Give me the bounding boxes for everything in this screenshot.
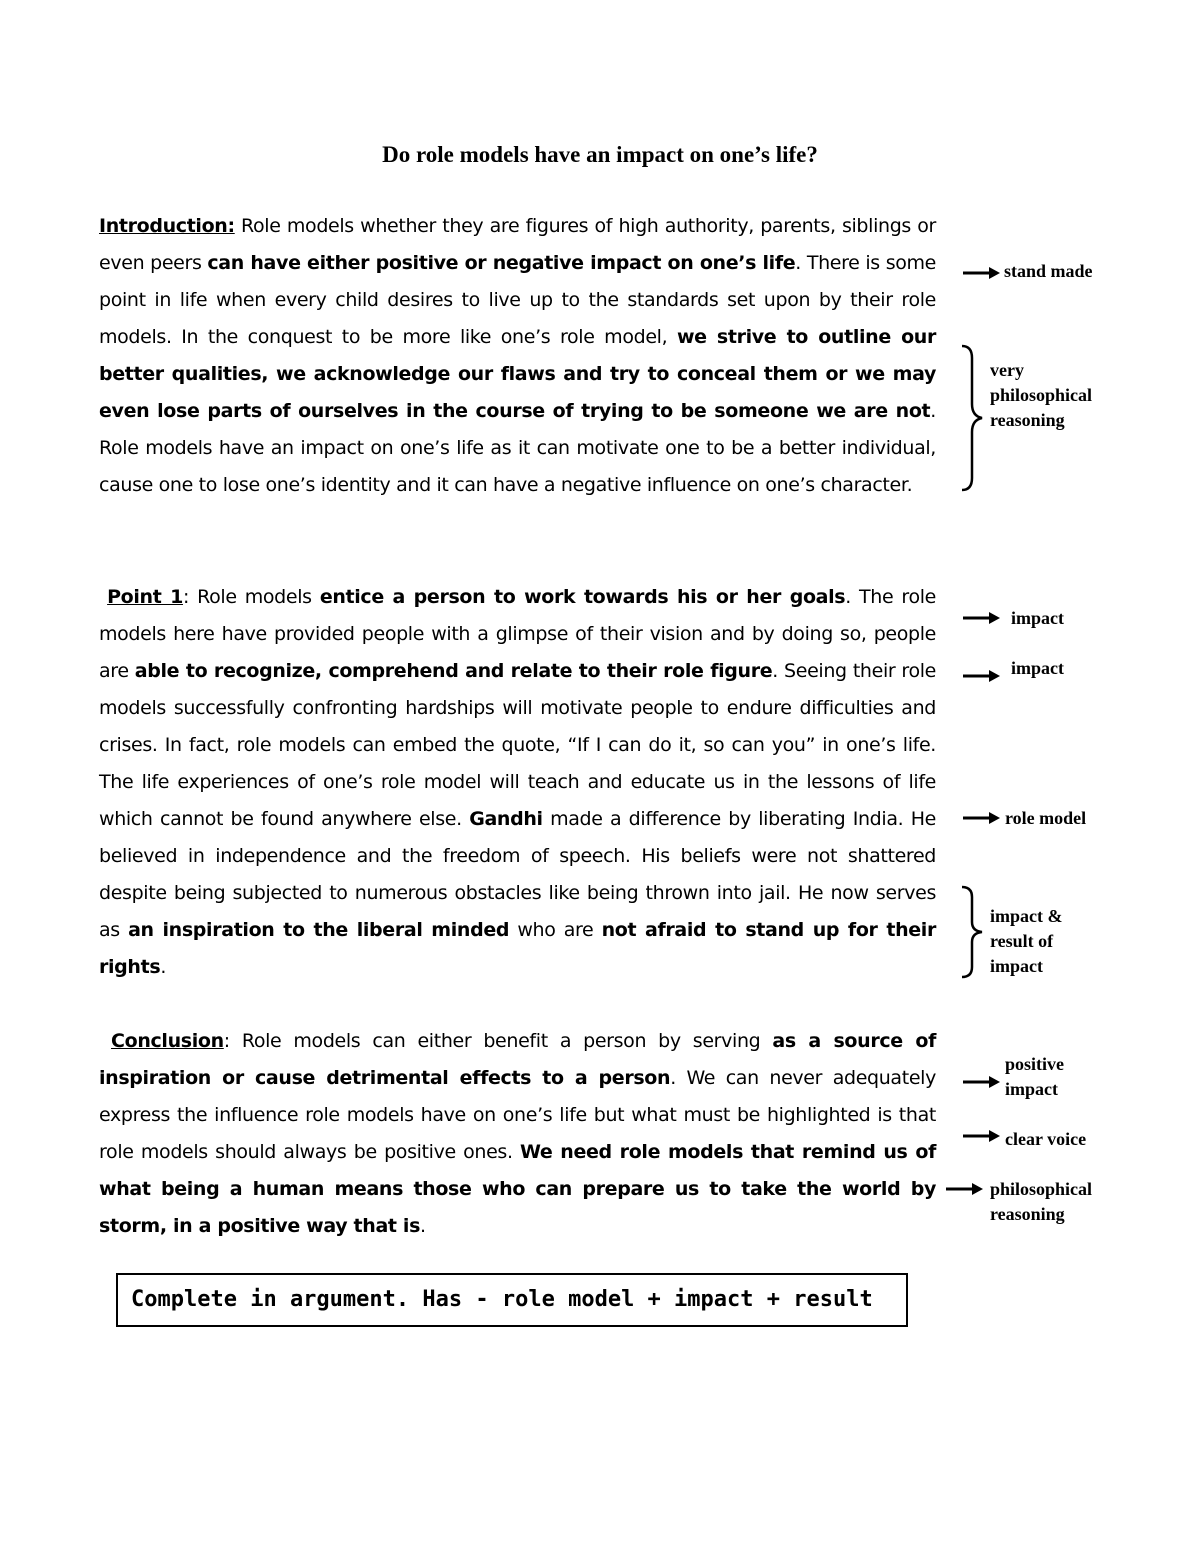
right-brace-icon — [958, 344, 984, 492]
arrow-right-icon — [961, 668, 1001, 684]
annotation-role-model: role model — [1005, 808, 1087, 828]
introduction-heading: Introduction: — [99, 215, 235, 237]
conclusion-text-0: : Role models can either benefit a person by serving — [223, 1030, 773, 1052]
annotation-very-philosophical: very philosophical reasoning — [990, 360, 1093, 430]
arrow-right-icon — [961, 810, 1001, 826]
arrow-right-icon — [961, 610, 1001, 626]
point1-text-4: who are — [509, 919, 602, 941]
intro-bold-1: can have either positive or negative impact on one’s life — [207, 252, 796, 274]
intro-text-3: . Role models have an impact on one’s life as it can motivate one to be a better individual, cause one to lose one’s identity and it can have a negative influence on one’s character. — [99, 400, 936, 496]
annotation-impact-2: impact — [1011, 658, 1064, 678]
annotation-stand-made: stand made — [1004, 261, 1093, 281]
conclusion-bold-1: as a source of inspiration or cause detrimental effects to a person — [99, 1030, 936, 1089]
point1-text-1: . The role models here have provided people with a glimpse of their vision and by doing so, people are — [99, 586, 936, 682]
conclusion-text-1: . We can never adequately express the influence role models have on one’s life but what must be highlighted is that role models should always be positive ones. — [99, 1067, 936, 1163]
point1-bold-3: Gandhi — [469, 808, 543, 830]
point1-heading: Point 1 — [107, 586, 183, 608]
annotation-positive-impact: positive impact — [1005, 1054, 1065, 1099]
arrow-right-icon — [961, 1074, 1001, 1090]
point1-bold-5: not afraid to stand up for their rights — [99, 919, 936, 978]
point1-text-5: . — [160, 956, 167, 978]
arrow-right-icon — [944, 1181, 984, 1197]
point1-bold-4: an inspiration to the liberal minded — [128, 919, 510, 941]
summary-box: Complete in argument. Has - role model + impact + result — [116, 1273, 908, 1327]
right-brace-icon — [958, 885, 984, 979]
conclusion-paragraph — [99, 1023, 936, 1245]
arrow-right-icon — [961, 1128, 1001, 1144]
point1-text-0: : Role models — [182, 586, 320, 608]
point1-text-2: . Seeing their role models successfully confronting hardships will motivate people to endure difficulties and crises. In fact, role models can embed the quote, “If I can do it, so can you” in one’s life. The life experiences of one’s role model will teach and educate us in the lessons of life which cannot be found anywhere else. — [99, 660, 937, 830]
intro-text-1: Role models whether they are figures of high authority, parents, siblings or even peers — [99, 215, 936, 274]
point1-text-3: made a difference by liberating India. He believed in independence and the freedom of speech. His beliefs were not shattered despite being subjected to numerous obstacles like being thrown into jail. He now serves as — [99, 808, 936, 941]
annotation-clear-voice: clear voice — [1005, 1129, 1087, 1149]
conclusion-bold-2: We need role models that remind us of what being a human means those who can prepare us to take the world by storm, in a positive way that is — [99, 1141, 936, 1237]
intro-text-2: . There is some point in life when every child desires to live up to the standards set upon by their role models. In the conquest to be more like one’s role model, — [99, 252, 937, 348]
essay-title: Do role models have an impact on one’s life? — [382, 142, 818, 167]
intro-bold-2: we strive to outline our better qualities, we acknowledge our flaws and try to conceal them or we may even lose parts of ourselves in the course of trying to be someone we are not — [99, 326, 936, 422]
annotation-philosophical-reasoning: philosophical reasoning — [990, 1179, 1093, 1224]
point1-bold-1: entice a person to work towards his or her goals — [319, 586, 846, 608]
introduction-paragraph — [99, 208, 936, 504]
arrow-right-icon — [961, 264, 1001, 280]
annotation-impact-result: impact & result of impact — [990, 906, 1063, 976]
point1-paragraph — [99, 579, 936, 986]
conclusion-text-2: . — [420, 1215, 426, 1237]
conclusion-heading: Conclusion — [111, 1030, 224, 1052]
point1-bold-2: able to recognize, comprehend and relate to their role figure — [134, 660, 773, 682]
annotation-impact-1: impact — [1011, 608, 1064, 628]
